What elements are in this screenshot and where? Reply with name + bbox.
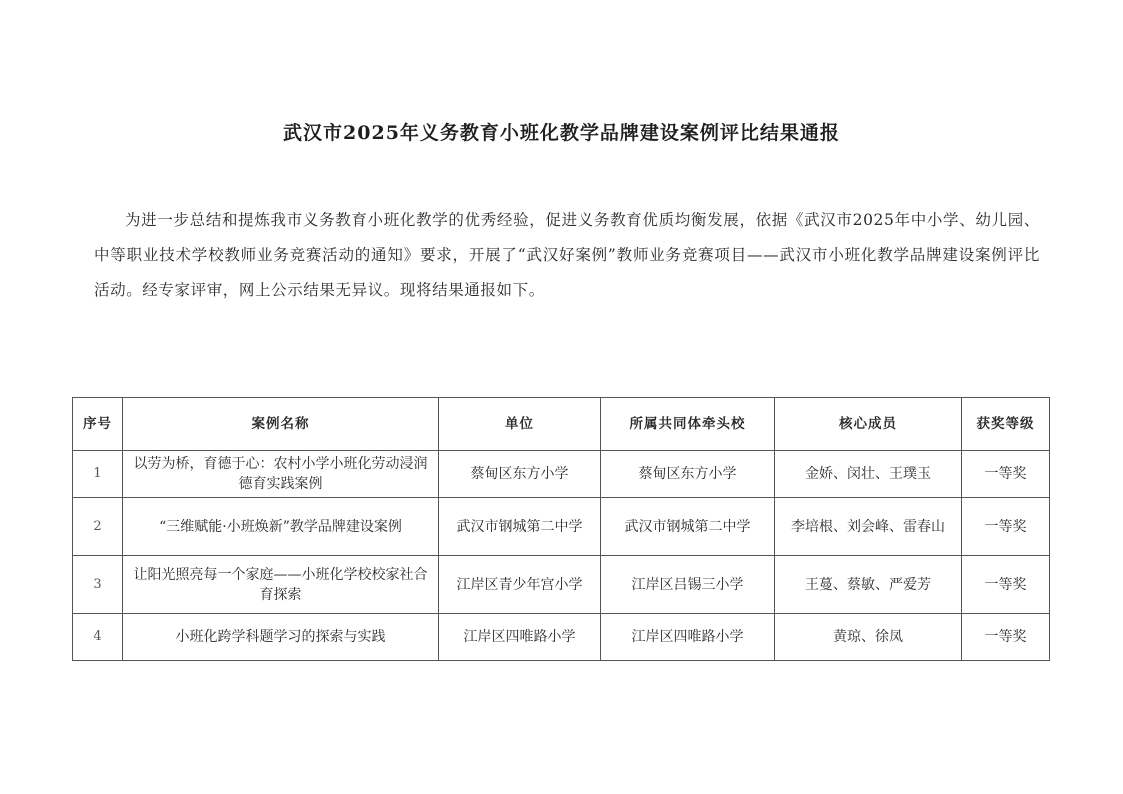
cell-award: 一等奖 xyxy=(962,451,1050,498)
cell-seq: 1 xyxy=(73,451,123,498)
cell-lead-school: 江岸区四唯路小学 xyxy=(601,614,775,661)
header-award: 获奖等级 xyxy=(962,398,1050,451)
header-seq: 序号 xyxy=(73,398,123,451)
header-case-name: 案例名称 xyxy=(123,398,439,451)
cell-members: 金娇、闵壮、王璞玉 xyxy=(775,451,962,498)
table-row xyxy=(73,498,1050,556)
cell-award: 一等奖 xyxy=(962,498,1050,556)
cell-seq: 4 xyxy=(73,614,123,661)
cell-unit: 武汉市钢城第二中学 xyxy=(439,498,601,556)
cell-unit: 蔡甸区东方小学 xyxy=(439,451,601,498)
cell-members: 黄琼、徐凤 xyxy=(775,614,962,661)
table-header-row xyxy=(73,398,1050,451)
header-lead-school: 所属共同体牵头校 xyxy=(601,398,775,451)
cell-seq: 3 xyxy=(73,556,123,614)
cell-unit: 江岸区青少年宫小学 xyxy=(439,556,601,614)
cell-case-name: 让阳光照亮每一个家庭——小班化学校校家社合育探索 xyxy=(123,556,439,614)
cell-lead-school: 江岸区吕锡三小学 xyxy=(601,556,775,614)
header-unit: 单位 xyxy=(439,398,601,451)
cell-seq: 2 xyxy=(73,498,123,556)
document-title: 武汉市2025年义务教育小班化教学品牌建设案例评比结果通报 xyxy=(283,122,840,144)
cell-members: 王蔓、蔡敏、严爱芳 xyxy=(775,556,962,614)
cell-unit: 江岸区四唯路小学 xyxy=(439,614,601,661)
cell-case-name: 小班化跨学科题学习的探索与实践 xyxy=(123,614,439,661)
header-members: 核心成员 xyxy=(775,398,962,451)
intro-paragraph: 为进一步总结和提炼我市义务教育小班化教学的优秀经验，促进义务教育优质均衡发展，依据《武汉市2025年中小学、幼儿园、中等职业技术学校教师业务竞赛活动的通知》要求，开展了“武汉好案例”教师业务竞赛项目——武汉市小班化教学品牌建设案例评比活动。经专家评审，网上公示结果无异议。现将结果通报如下。 xyxy=(94,211,1040,299)
table-row xyxy=(73,556,1050,614)
cell-members: 李培根、刘会峰、雷春山 xyxy=(775,498,962,556)
cell-case-name: 以劳为桥，育德于心：农村小学小班化劳动浸润德育实践案例 xyxy=(123,451,439,498)
cell-award: 一等奖 xyxy=(962,556,1050,614)
table-row xyxy=(73,614,1050,661)
cell-lead-school: 蔡甸区东方小学 xyxy=(601,451,775,498)
cell-award: 一等奖 xyxy=(962,614,1050,661)
cell-case-name: “三维赋能·小班焕新”教学品牌建设案例 xyxy=(123,498,439,556)
results-table xyxy=(72,397,1050,661)
cell-lead-school: 武汉市钢城第二中学 xyxy=(601,498,775,556)
table-row xyxy=(73,451,1050,498)
